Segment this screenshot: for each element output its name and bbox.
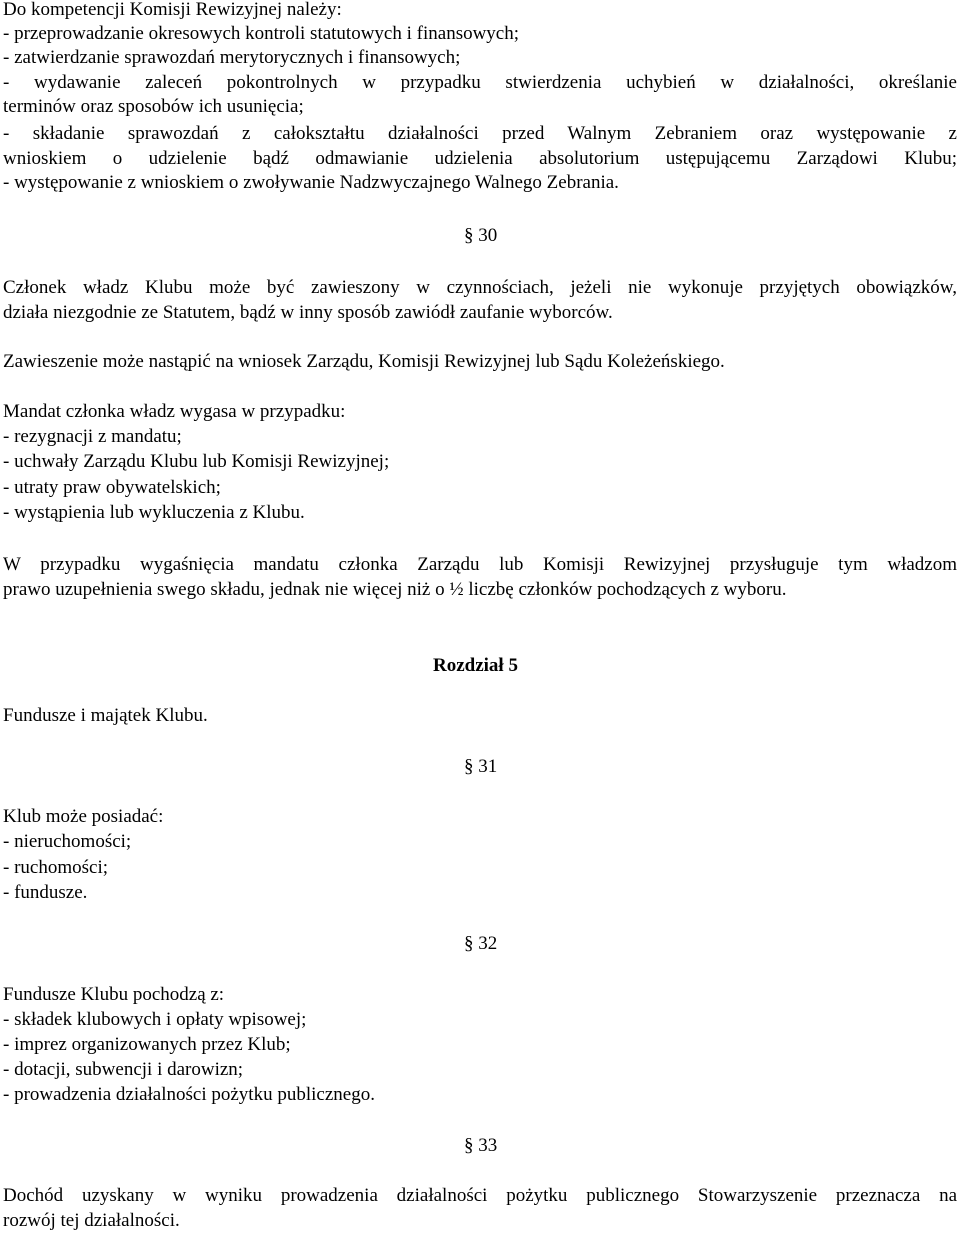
text-line: wnioskiem o udzielenie bądź odmawianie udzielenia absolutorium ustępującemu Zarządowi Klubu; [3, 148, 957, 169]
text-line: W przypadku wygaśnięcia mandatu członka Zarządu lub Komisji Rewizyjnej przysługuje tym władzom [3, 554, 957, 575]
text-line: Członek władz Klubu może być zawieszony w czynnościach, jeżeli nie wykonuje przyjętych obowiązków, [3, 277, 957, 298]
text-line: - przeprowadzanie okresowych kontroli statutowych i finansowych; [3, 23, 520, 44]
text-line: - imprez organizowanych przez Klub; [3, 1034, 291, 1055]
text-line: - fundusze. [3, 882, 88, 903]
paragraph-32-sign: § 32 [464, 933, 498, 954]
text-line: - wydawanie zaleceń pokontrolnych w przypadku stwierdzenia uchybień w działalności, określanie [3, 72, 957, 93]
chapter-heading: Rozdział 5 [433, 655, 518, 676]
text-line: - uchwały Zarządu Klubu lub Komisji Rewizyjnej; [3, 451, 390, 472]
text-line: - rezygnacji z mandatu; [3, 426, 182, 447]
paragraph-33-sign: § 33 [464, 1135, 498, 1156]
text-line: Mandat członka władz wygasa w przypadku: [3, 401, 346, 422]
text-line: - składek klubowych i opłaty wpisowej; [3, 1009, 307, 1030]
text-line: - występowanie z wnioskiem o zwoływanie Nadzwyczajnego Walnego Zebrania. [3, 172, 619, 193]
text-line: Fundusze Klubu pochodzą z: [3, 984, 225, 1005]
text-line: - utraty praw obywatelskich; [3, 477, 221, 498]
text-line: działa niezgodnie ze Statutem, bądź w inny sposób zawiódł zaufanie wyborców. [3, 302, 613, 323]
text-line: - zatwierdzanie sprawozdań merytorycznych i finansowych; [3, 47, 461, 68]
text-line: - prowadzenia działalności pożytku publicznego. [3, 1084, 375, 1105]
text-line: - wystąpienia lub wykluczenia z Klubu. [3, 502, 305, 523]
chapter-subtitle: Fundusze i majątek Klubu. [3, 705, 208, 726]
text-line: prawo uzupełnienia swego składu, jednak nie więcej niż o ½ liczbę członków pochodzących z wyboru. [3, 579, 787, 600]
text-line: terminów oraz sposobów ich usunięcia; [3, 96, 304, 117]
text-line: - nieruchomości; [3, 831, 132, 852]
text-line: - ruchomości; [3, 857, 109, 878]
text-line: Do kompetencji Komisji Rewizyjnej należy: [3, 0, 342, 20]
text-line: Dochód uzyskany w wyniku prowadzenia działalności pożytku publicznego Stowarzyszenie przeznacza na [3, 1185, 957, 1206]
text-line: - dotacji, subwencji i darowizn; [3, 1059, 244, 1080]
paragraph-30-sign: § 30 [464, 225, 498, 246]
text-line: - składanie sprawozdań z całokształtu działalności przed Walnym Zebraniem oraz występowanie z [3, 123, 957, 144]
paragraph-31-sign: § 31 [464, 756, 498, 777]
text-line: rozwój tej działalności. [3, 1210, 180, 1231]
paragraph-30-text-2: Zawieszenie może nastąpić na wniosek Zarządu, Komisji Rewizyjnej lub Sądu Koleżeńskiego. [3, 351, 725, 372]
text-line: Klub może posiadać: [3, 806, 164, 827]
